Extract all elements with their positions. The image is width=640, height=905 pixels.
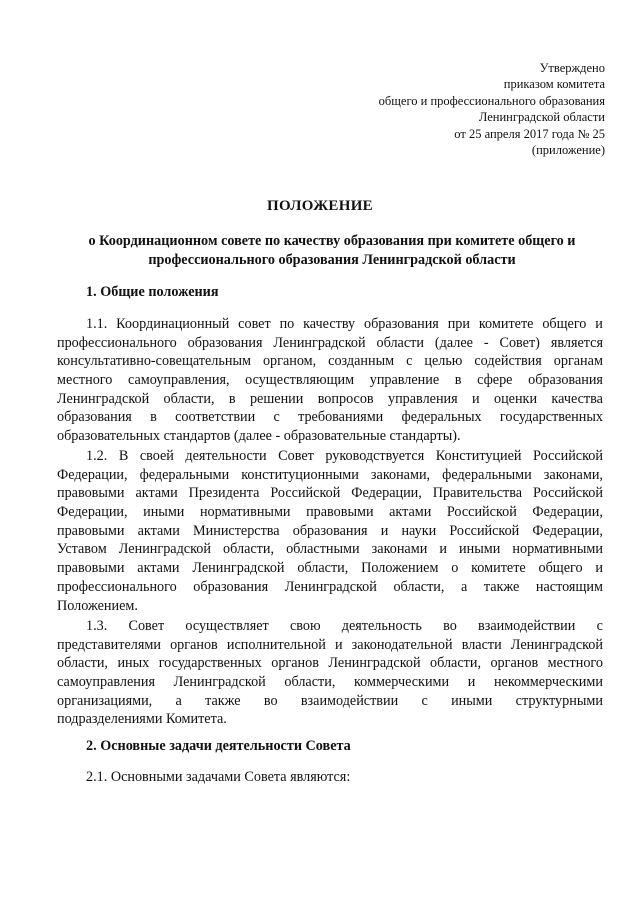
word: иными [459, 541, 501, 558]
word: оценки [493, 390, 538, 407]
paragraph-1-3 [57, 617, 603, 729]
word: правовыми [57, 522, 125, 539]
word: Федерации, [57, 504, 128, 521]
word: иных [117, 655, 150, 672]
word: государственных [499, 409, 603, 426]
word: области, [297, 560, 349, 577]
word: является [550, 334, 603, 351]
word: качества [551, 390, 603, 407]
document-subtitle [60, 232, 604, 270]
word: и [472, 390, 480, 407]
word: совет [238, 316, 271, 332]
word: консультативно-совещательным [57, 353, 251, 370]
word: Российской [270, 485, 341, 502]
word: сфере [477, 372, 513, 389]
word: Ленинградской [192, 560, 285, 577]
word: Положением [361, 560, 439, 577]
subtitle-line: о Координационном совете по качеству образования при комитете общего и [88, 233, 576, 249]
paragraph-line [57, 578, 603, 597]
approval-line: Утверждено [539, 61, 605, 75]
word: и [439, 541, 447, 558]
word: области, [393, 578, 445, 595]
word: федеральными [442, 466, 532, 483]
word: актами [137, 560, 180, 577]
word: требованиями [298, 409, 384, 426]
word: правовыми [306, 504, 374, 521]
word: образования [292, 522, 368, 539]
word: исполнительной [226, 636, 326, 653]
paragraph-line: образовательных стандартов (далее - образовательные стандарты). [57, 428, 461, 445]
approval-stamp [379, 60, 605, 158]
word: органов [490, 655, 539, 672]
word: областными [286, 541, 360, 558]
word: Российской [533, 448, 603, 464]
word: во [263, 692, 278, 709]
word: Российской [446, 504, 517, 521]
word: законами, [543, 466, 603, 483]
word: законами, [370, 466, 431, 483]
word: о [451, 560, 459, 577]
word: власти [461, 636, 502, 653]
word: образования [187, 334, 263, 351]
word: а [460, 578, 468, 595]
word: области, [284, 674, 336, 691]
word: созданным [328, 353, 395, 370]
word: комитете [471, 560, 526, 577]
paragraph-line: Положением. [57, 597, 138, 614]
paragraph-line: 2.1. Основными задачами Совета являются: [86, 769, 351, 785]
paragraph-line [57, 484, 603, 503]
word: Ленинградской [510, 636, 603, 653]
word: взаимодействии [478, 618, 576, 634]
word: Президента [188, 485, 260, 502]
word: общего [538, 560, 583, 577]
word: профессионального [57, 578, 177, 595]
word: и [380, 522, 389, 539]
word: нормативными [512, 541, 603, 558]
word: Федерации, [532, 522, 603, 539]
word: Совет [278, 448, 314, 464]
word: вопросов [317, 390, 374, 407]
word: осуществляет [185, 618, 269, 634]
word: Конституцией [435, 448, 522, 464]
word: конституционными [241, 466, 359, 483]
word: Федерации, [532, 504, 603, 521]
word: с [421, 692, 428, 709]
word: Координационный [116, 316, 230, 332]
word: деятельности [185, 448, 267, 464]
word: также [483, 578, 520, 595]
paragraph-line [57, 636, 603, 655]
word: решении [249, 390, 304, 407]
word: местного [57, 372, 113, 389]
word: и [595, 560, 603, 577]
word: Ленинградской [57, 390, 150, 407]
word: (далее [434, 334, 473, 351]
word: Федерации, [351, 485, 422, 502]
word: в [228, 390, 236, 407]
word: образования [193, 578, 269, 595]
word: 1.1. [86, 316, 108, 332]
word: взаимодействии [300, 692, 399, 709]
approval-line: приказом комитета [503, 77, 605, 92]
word: органов [271, 655, 319, 672]
word: Ленинградской [273, 334, 366, 351]
word: органов [170, 636, 218, 653]
word: области, [223, 541, 275, 558]
word: образования [364, 316, 439, 332]
word: законодательной [351, 636, 453, 653]
word: самоуправления [57, 674, 155, 691]
word: некоммерческими [493, 674, 603, 691]
word: области, [57, 655, 108, 672]
word: Российской [449, 522, 520, 539]
section-heading-2: 2. Основные задачи деятельности Совета [86, 738, 351, 754]
paragraph-1-2 [57, 447, 603, 615]
word: правовыми [57, 485, 125, 502]
word: и [595, 316, 603, 332]
paragraph-line [57, 334, 603, 353]
word: осуществляющим [245, 372, 355, 389]
subtitle-line: профессионального образования Ленинградской области [148, 252, 516, 268]
word: свою [289, 618, 321, 634]
word: области, [163, 390, 215, 407]
paragraph-line [57, 540, 603, 559]
word: иными [143, 504, 185, 521]
word: с [406, 353, 413, 370]
paragraph-line: подразделениями Комитета. [57, 711, 227, 728]
paragraph-2-1 [57, 768, 603, 787]
word: содействия [474, 353, 542, 370]
word: федеральными [139, 466, 230, 483]
word: актами [137, 522, 180, 539]
paragraph-line [57, 315, 603, 334]
approval-line: (приложение) [531, 143, 605, 158]
word: с [273, 409, 280, 426]
word: Ленинградской [173, 674, 266, 691]
word: а [175, 692, 182, 709]
paragraph-line [57, 371, 603, 390]
word: науки [401, 522, 437, 539]
paragraph-line [57, 447, 603, 466]
word: руководствуется [325, 448, 425, 464]
paragraph-line [57, 617, 603, 636]
word: правовыми [57, 560, 125, 577]
word: Федерации, [57, 466, 128, 483]
document-title: ПОЛОЖЕНИЕ [267, 198, 373, 214]
word: организациями, [57, 692, 153, 709]
paragraph-line [57, 352, 603, 371]
word: качеству [303, 316, 356, 332]
word: Ленинградской [328, 655, 421, 672]
paragraph-line [57, 559, 603, 578]
word: законами [371, 541, 428, 558]
word: профессионального [57, 334, 177, 351]
word: Уставом [57, 541, 107, 558]
word: по [279, 316, 295, 332]
word: самоуправления, [128, 372, 230, 389]
word: также [205, 692, 241, 709]
word: образования [57, 409, 132, 426]
word: Российской [533, 485, 603, 502]
word: Ленинградской [118, 541, 211, 558]
word: коммерческими [353, 674, 450, 691]
paragraph-line [57, 692, 603, 711]
approval-line: Ленинградской области [478, 110, 605, 125]
paragraph-line [57, 654, 603, 673]
word: во [443, 618, 457, 634]
word: в [150, 409, 157, 426]
word: настоящим [535, 578, 603, 595]
word: 1.2. [86, 448, 108, 464]
word: области [376, 334, 424, 351]
approval-line: общего и профессионального образования [378, 93, 605, 108]
paragraph-1-1 [57, 315, 603, 446]
word: в [454, 372, 462, 389]
word: и [467, 674, 476, 691]
paragraph-line [57, 408, 603, 427]
paragraph-line [57, 522, 603, 541]
word: и [334, 636, 343, 653]
word: представителями [57, 636, 161, 653]
word: В [118, 448, 129, 464]
word: государственных [158, 655, 262, 672]
word: Правительства [432, 485, 523, 502]
word: своей [139, 448, 174, 464]
paragraph-line [57, 466, 603, 485]
word: иными [451, 692, 493, 709]
word: 1.3. [86, 618, 108, 634]
word: федеральных [401, 409, 482, 426]
word: деятельность [341, 618, 422, 634]
paragraph-line [57, 390, 603, 409]
word: при [447, 316, 470, 332]
section-heading-1: 1. Общие положения [86, 284, 219, 300]
word: структурными [515, 692, 603, 709]
word: целью [424, 353, 463, 370]
word: Ленинградской [284, 578, 377, 595]
word: органам [553, 353, 603, 370]
word: управление [369, 372, 440, 389]
word: соответствии [175, 409, 256, 426]
word: Совет) [499, 334, 540, 351]
word: Министерства [193, 522, 280, 539]
word: с [596, 618, 603, 634]
word: - [483, 334, 489, 351]
approval-line: от 25 апреля 2017 года № 25 [454, 126, 605, 141]
paragraph-line [57, 673, 603, 692]
paragraph-line [57, 503, 603, 522]
word: области, [430, 655, 481, 672]
word: нормативными [199, 504, 291, 521]
word: органом, [262, 353, 317, 370]
word: Совет [128, 618, 165, 634]
word: комитете [478, 316, 534, 332]
word: управления [387, 390, 458, 407]
word: актами [135, 485, 178, 502]
word: общего [542, 316, 587, 332]
word: актами [389, 504, 432, 521]
word: образования [528, 372, 603, 389]
word: местного [547, 655, 603, 672]
